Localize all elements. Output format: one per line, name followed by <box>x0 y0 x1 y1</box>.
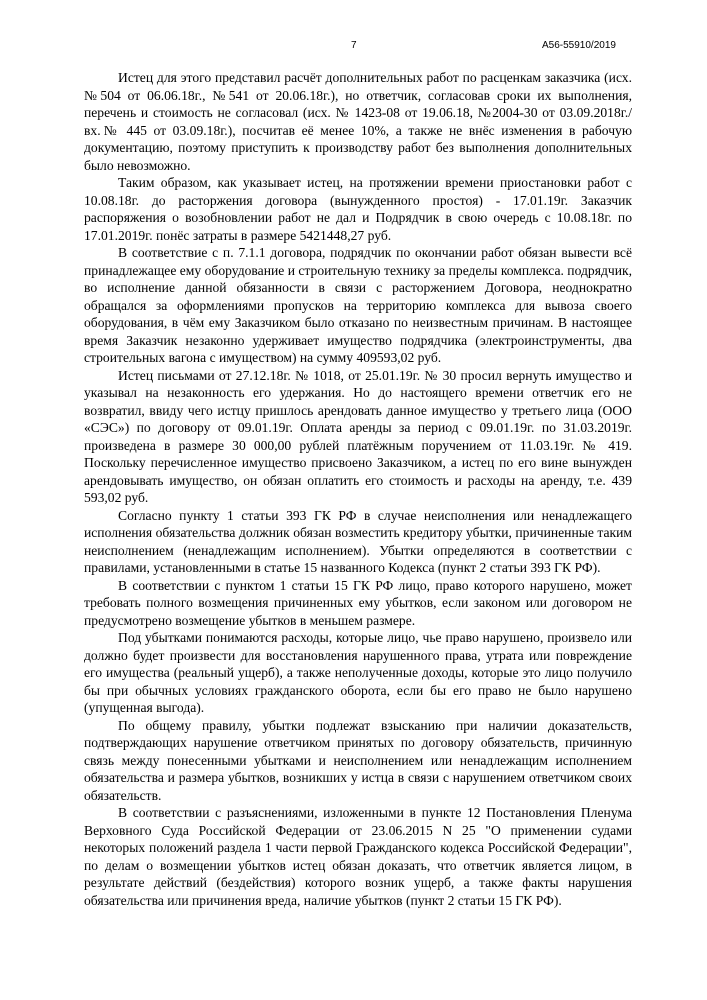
document-body <box>84 69 632 909</box>
paragraph: Согласно пункту 1 статьи 393 ГК РФ в случае неисполнения или ненадлежащего исполнения обязательства должник обязан возместить кредитору убытки, причиненные таким неисполнением (ненадлежащим исполнением). Убытки определяются в соответствии с правилами, установленными в статье 15 названного Кодекса (пункт 2 статьи 393 ГК РФ). <box>84 507 632 575</box>
paragraph: В соответствие с п. 7.1.1 договора, подрядчик по окончании работ обязан вывести всё принадлежащее ему оборудование и строительную технику за пределы комплекса. подрядчик, во исполнение данной обязанности в связи с расторжением Договора, неоднократно обращался за оформлениями пропусков на территорию комплекса для вывоза своего оборудования, в чём ему Заказчиком было отказано по неизвестным причинам. В настоящее время Заказчик незаконно удерживает имущество подрядчика (электроинструменты, два строительных вагона с имуществом) на сумму 409593,02 руб. <box>84 245 632 365</box>
paragraph: По общему правилу, убытки подлежат взысканию при наличии доказательств, подтверждающих нарушение ответчиком принятых по договору обязательств, причинную связь между понесенными убытками и неисполнением или ненадлежащим исполнением обязательства и размера убытков, возникших у истца в связи с нарушением ответчиком своих обязательств. <box>84 717 632 803</box>
page-number: 7 <box>351 40 357 51</box>
paragraph: Истец письмами от 27.12.18г. № 1018, от 25.01.19г. № 30 просил вернуть имущество и указывал на незаконность его удержания. Но до настоящего времени ответчик его не возвратил, ввиду чего истцу пришлось арендовать данное имущество у третьего лица (ООО «СЭС») по договору от 09.01.19г. Оплата аренды за период с 09.01.19г. по 31.03.2019г. произведена в размере 30 000,00 рублей платёжным поручением от 11.03.19г. № 419. Поскольку перечисленное имущество присвоено Заказчиком, а истец по его вине вынужден арендовывать имущество, он обязан оплатить его стоимость и расходы на аренду, т.е. 439 593,02 руб. <box>84 367 632 505</box>
paragraph: Таким образом, как указывает истец, на протяжении времени приостановки работ с 10.08.18г. до расторжения договора (вынужденного простоя) - 17.01.19г. Заказчик распоряжения о возобновлении работ не дал и Подрядчик в свою очередь с 10.08.18г. по 17.01.2019г. понёс затраты в размере 5421448,27 руб. <box>84 175 632 243</box>
paragraph: В соответствии с разъяснениями, изложенными в пункте 12 Постановления Пленума Верховного Суда Российской Федерации от 23.06.2015 N 25 "О применении судами некоторых положений раздела 1 части первой Гражданского кодекса Российской Федерации", по делам о возмещении убытков истец обязан доказать, что ответчик является лицом, в результате действий (бездействия) которого возник ущерб, а также факты нарушения обязательства или причинения вреда, наличие убытков (пункт 2 статьи 15 ГК РФ). <box>84 805 632 908</box>
case-number: А56-55910/2019 <box>542 40 616 51</box>
paragraph: Истец для этого представил расчёт дополнительных работ по расценкам заказчика (исх.№504 от 06.06.18г., №541 от 20.06.18г.), но ответчик, согласовав сроки их выполнения, перечень и стоимость не согласовал (исх. № 1423-08 от 19.06.18, №2004-30 от 03.09.2018г./ вх.№ 445 от 03.09.18г.), посчитав её менее 10%, а также не внёс изменения в рабочую документацию, поэтому приступить к производству работ без выполнения дополнительных было невозможно. <box>84 70 632 173</box>
paragraph: В соответствии с пунктом 1 статьи 15 ГК РФ лицо, право которого нарушено, может требовать полного возмещения причиненных ему убытков, если законом или договором не предусмотрено возмещение убытков в меньшем размере. <box>84 577 632 628</box>
paragraph: Под убытками понимаются расходы, которые лицо, чье право нарушено, произвело или должно будет произвести для восстановления нарушенного права, утрата или повреждение его имущества (реальный ущерб), а также неполученные доходы, которые это лицо получило бы при обычных условиях гражданского оборота, если бы его право не было нарушено (упущенная выгода). <box>84 630 632 715</box>
